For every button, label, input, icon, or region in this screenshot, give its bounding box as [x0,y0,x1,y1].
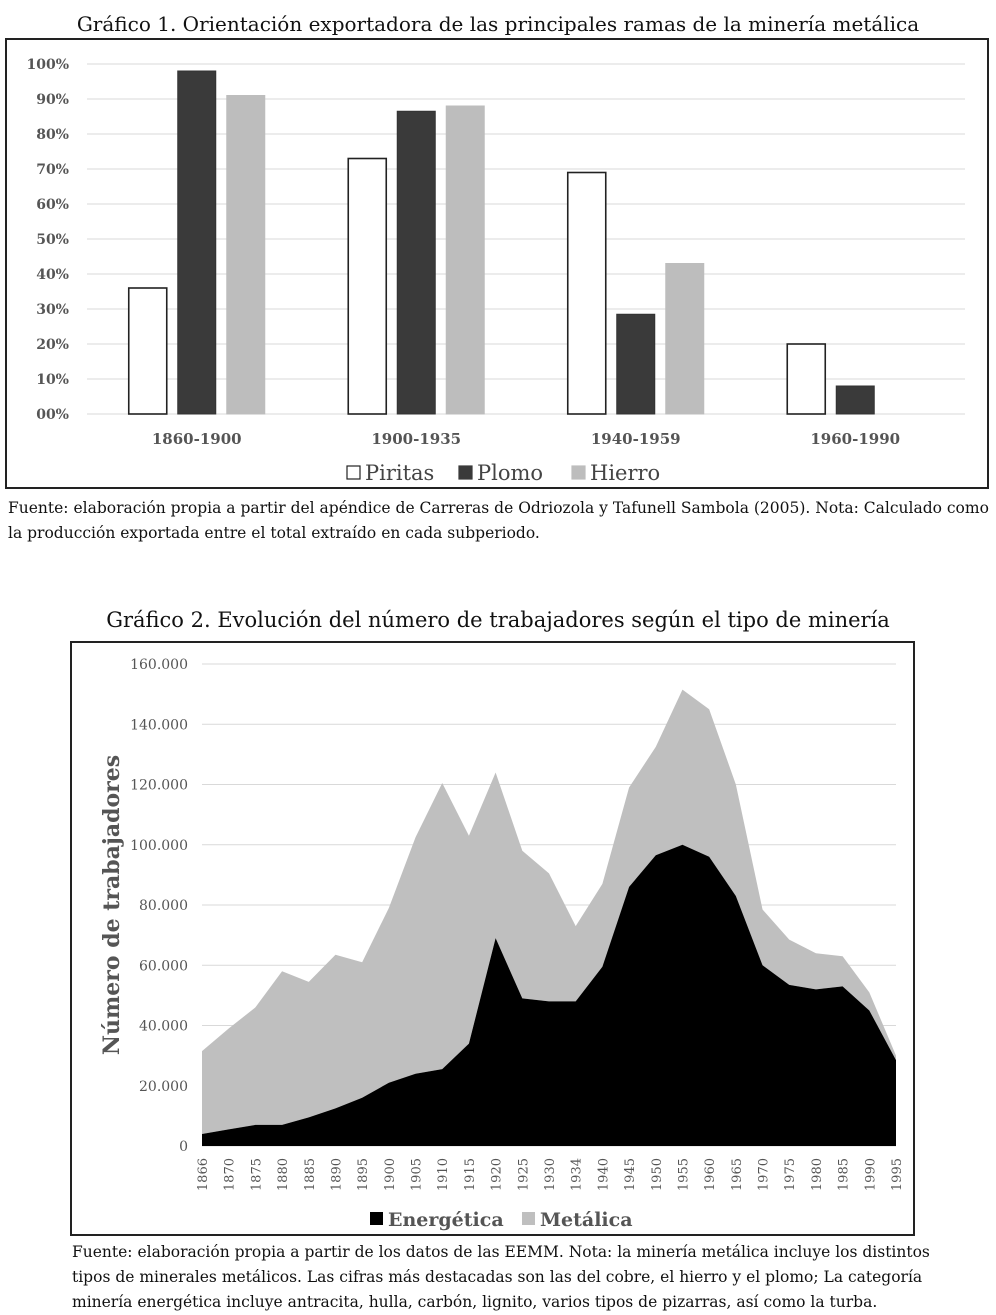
x-tick-label: 1945 [623,1158,639,1192]
bar-piritas-1940-1959 [568,173,606,415]
y-tick-label: 60% [36,197,69,213]
chart2-frame [70,641,915,1236]
x-tick-label: 1890 [329,1158,345,1192]
x-tick-label: 1965 [729,1158,745,1192]
legend-swatch-energetica [370,1212,383,1225]
legend-label-metalica: Metálica [540,1209,633,1231]
y-tick-label: 160.000 [130,657,188,673]
x-tick-label: 1980 [809,1158,825,1192]
bar-piritas-1960-1990 [787,344,825,414]
x-tick-label: 1866 [196,1158,211,1192]
y-tick-label: 20.000 [139,1078,188,1095]
y-tick-label: 40% [36,267,69,283]
bar-plomo-1900-1935 [397,111,435,414]
x-tick-label: 1925 [516,1158,532,1192]
legend-label-piritas: Piritas [365,461,435,485]
x-tick-label: 1870 [222,1158,238,1192]
legend-swatch-metalica [522,1212,535,1225]
y-tick-label: 50% [36,232,69,248]
x-tick-label: 1905 [409,1158,425,1192]
x-tick-label: 1960-1990 [810,430,901,448]
x-tick-label: 1920 [489,1158,505,1192]
x-tick-label: 1995 [890,1158,905,1192]
y-tick-label: 140.000 [130,717,188,734]
legend-label-hierro: Hierro [590,461,661,485]
bar-hierro-1900-1935 [446,106,484,414]
x-tick-label: 1930 [543,1158,558,1192]
x-tick-label: 1900-1935 [371,430,462,448]
x-tick-label: 1990 [863,1158,879,1192]
x-tick-label: 1985 [836,1158,852,1192]
y-tick-label: 100.000 [130,837,188,854]
y-tick-label: 10% [36,372,69,388]
y-tick-label: 70% [36,162,69,178]
x-tick-label: 1950 [649,1158,665,1192]
legend-swatch-plomo [459,466,472,479]
y-tick-label: 80.000 [139,898,188,914]
legend-label-plomo: Plomo [477,461,544,485]
chart2-note: Fuente: elaboración propia a partir de los datos de las EEMM. Nota: la minería metálica incluye los distintos tipos de minerales metálicos. Las cifras más destacadas son las del cobre, el hierro y el plomo; La categoría minería energética incluye antracita, hulla, carbón, lignito, varios tipos de pizarras, así como la turba. [72,1243,930,1311]
x-tick-label: 1910 [436,1158,452,1192]
bar-piritas-1860-1900 [129,288,167,414]
x-tick-label: 1940-1959 [590,430,681,448]
bar-plomo-1940-1959 [617,314,655,414]
chart1-note: Fuente: elaboración propia a partir del apéndice de Carreras de Odriozola y Tafunell Sambola (2005). Nota: Calculado como la producción exportada entre el total extraído en cada subperiodo. [8,499,989,542]
x-tick-label: 1934 [569,1158,585,1192]
y-tick-label: 30% [36,302,69,318]
y-tick-label: 0 [179,1139,188,1155]
chart2-svg [72,643,913,1234]
bar-piritas-1900-1935 [348,159,386,415]
y-tick-label: 60.000 [139,958,188,975]
bar-plomo-1960-1990 [836,386,874,414]
y-tick-label: 40.000 [139,1018,188,1035]
bar-hierro-1860-1900 [227,96,265,415]
y-tick-label: 120.000 [130,777,188,794]
x-tick-label: 1940 [596,1158,612,1192]
chart1-svg [7,40,987,487]
x-tick-label: 1860-1900 [151,430,242,448]
x-tick-label: 1885 [302,1158,318,1192]
y-tick-label: 100% [26,57,69,73]
x-tick-label: 1900 [382,1158,398,1192]
x-tick-label: 1880 [276,1158,292,1192]
x-tick-label: 1875 [249,1158,265,1192]
y-tick-label: 80% [36,127,69,143]
legend-swatch-piritas [347,466,360,479]
y-axis-label: Número de trabajadores [99,754,125,1056]
chart2-title: Gráfico 2. Evolución del número de trabajadores según el tipo de minería [106,608,890,632]
x-tick-label: 1915 [462,1158,478,1192]
y-tick-label: 90% [36,92,69,108]
x-tick-label: 1955 [676,1158,692,1192]
chart1-title: Gráfico 1. Orientación exportadora de las principales ramas de la minería metálica [76,12,920,36]
chart1-frame [5,38,989,489]
legend-label-energetica: Energética [388,1209,504,1231]
x-tick-label: 1895 [356,1158,372,1192]
x-tick-label: 1970 [756,1158,772,1192]
y-tick-label: 00% [36,407,69,423]
y-tick-label: 20% [36,337,69,353]
x-tick-label: 1975 [783,1158,799,1192]
x-tick-label: 1960 [703,1158,719,1192]
bar-plomo-1860-1900 [178,71,216,414]
bar-hierro-1940-1959 [666,264,704,415]
legend-swatch-hierro [572,466,585,479]
